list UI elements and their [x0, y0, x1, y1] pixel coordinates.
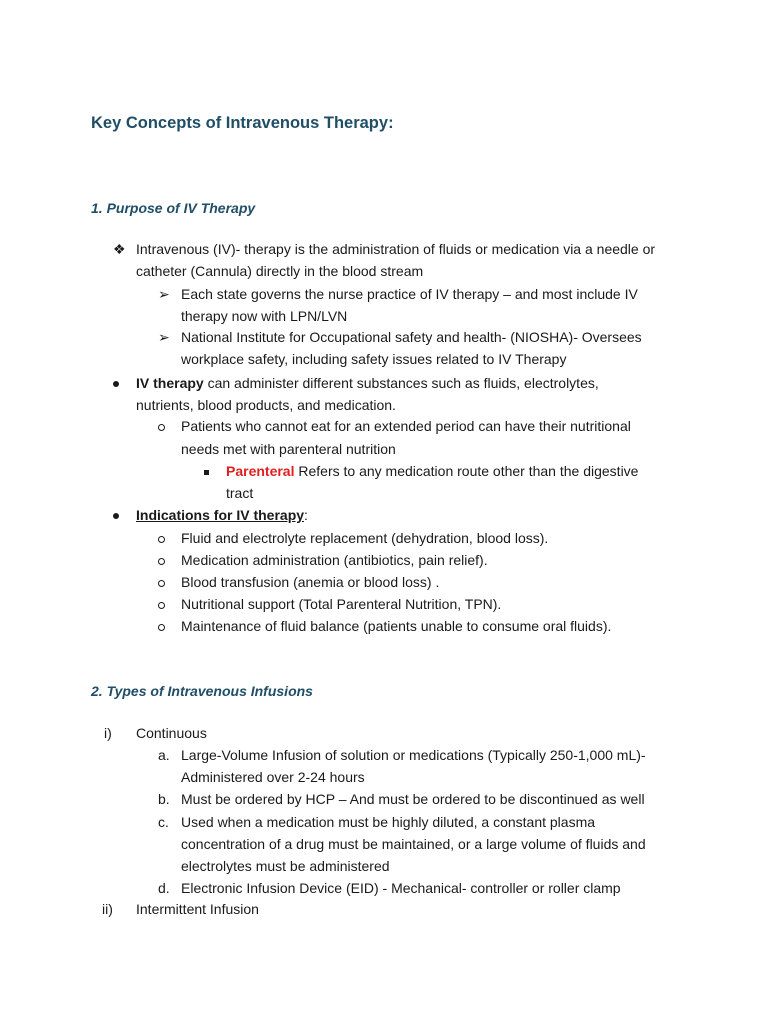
parenteral-term: Parenteral — [226, 463, 295, 479]
diamond-bullet-icon: ❖ — [113, 241, 126, 257]
indications-heading — [136, 504, 308, 526]
indication-item: Medication administration (antibiotics, pain relief). — [181, 552, 488, 568]
continuous-sub-d-line-1: Electronic Infusion Device (EID) - Mechanical- controller or roller clamp — [181, 880, 621, 896]
intermittent-label: Intermittent Infusion — [136, 901, 259, 917]
continuous-label: Continuous — [136, 725, 207, 741]
indications-colon: : — [304, 507, 308, 523]
item-1-line-2: catheter (Cannula) directly in the blood stream — [136, 263, 424, 279]
indication-item: Blood transfusion (anemia or blood loss) . — [181, 574, 440, 590]
continuous-sub-a-line-1: Large-Volume Infusion of solution or medications (Typically 250-1,000 mL)- — [181, 747, 646, 763]
item-1-sub-2-line-2: workplace safety, including safety issues related to IV Therapy — [181, 351, 567, 367]
hollow-bullet-icon — [158, 615, 165, 637]
letter-marker: c. — [158, 814, 169, 830]
indication-item: Maintenance of fluid balance (patients unable to consume oral fluids). — [181, 618, 612, 634]
section-2-heading: 2. Types of Intravenous Infusions — [91, 683, 313, 699]
hollow-bullet-icon — [158, 549, 165, 571]
arrow-bullet-icon: ➢ — [158, 286, 170, 302]
indication-item: Nutritional support (Total Parenteral Nutrition, TPN). — [181, 596, 502, 612]
indications-label: Indications for IV therapy — [136, 507, 305, 523]
item-2-sub-1-line-2: needs met with parenteral nutrition — [181, 441, 396, 457]
continuous-sub-a-line-2: Administered over 2-24 hours — [181, 769, 365, 785]
arrow-bullet-icon: ➢ — [158, 329, 170, 345]
round-bullet-icon — [113, 372, 119, 394]
item-2-sub-1-line-1: Patients who cannot eat for an extended period can have their nutritional — [181, 418, 631, 434]
section-1-heading: 1. Purpose of IV Therapy — [91, 200, 256, 216]
continuous-sub-c-line-1: Used when a medication must be highly diluted, a constant plasma — [181, 814, 596, 830]
round-bullet-icon — [113, 504, 119, 526]
square-bullet-icon — [204, 460, 209, 482]
continuous-sub-c-line-3: electrolytes must be administered — [181, 858, 390, 874]
letter-marker: a. — [158, 747, 170, 763]
item-1-sub-1-line-1: Each state governs the nurse practice of IV therapy – and most include IV — [181, 286, 638, 302]
letter-marker: d. — [158, 880, 170, 896]
hollow-bullet-icon — [158, 593, 165, 615]
roman-marker: i) — [104, 725, 112, 741]
item-2-subsub-line-1-rest: Refers to any medication route other than the digestive — [294, 463, 639, 479]
indication-item: Fluid and electrolyte replacement (dehydration, blood loss). — [181, 530, 549, 546]
hollow-bullet-icon — [158, 527, 165, 549]
continuous-sub-c-line-2: concentration of a drug must be maintained, or a large volume of fluids and — [181, 836, 646, 852]
hollow-bullet-icon — [158, 415, 165, 437]
hollow-bullet-icon — [158, 571, 165, 593]
item-1-line-1: Intravenous (IV)- therapy is the administration of fluids or medication via a needle or — [136, 241, 656, 257]
item-1-sub-1-line-2: therapy now with LPN/LVN — [181, 308, 348, 324]
roman-marker: ii) — [102, 901, 113, 917]
item-2-line-2: nutrients, blood products, and medication. — [136, 397, 396, 413]
letter-marker: b. — [158, 791, 170, 807]
continuous-sub-b-line-1: Must be ordered by HCP – And must be ordered to be discontinued as well — [181, 791, 645, 807]
item-2-line-1 — [136, 372, 599, 394]
page-title: Key Concepts of Intravenous Therapy: — [91, 114, 394, 132]
item-2-subsub-line-2: tract — [226, 485, 254, 501]
item-2-subsub-line-1 — [226, 460, 638, 482]
item-2-line-1-rest: can administer different substances such as fluids, electrolytes, — [203, 375, 599, 391]
item-1-sub-2-line-1: National Institute for Occupational safety and health- (NIOSHA)- Oversees — [181, 329, 642, 345]
item-2-bold-term: IV therapy — [136, 375, 204, 391]
